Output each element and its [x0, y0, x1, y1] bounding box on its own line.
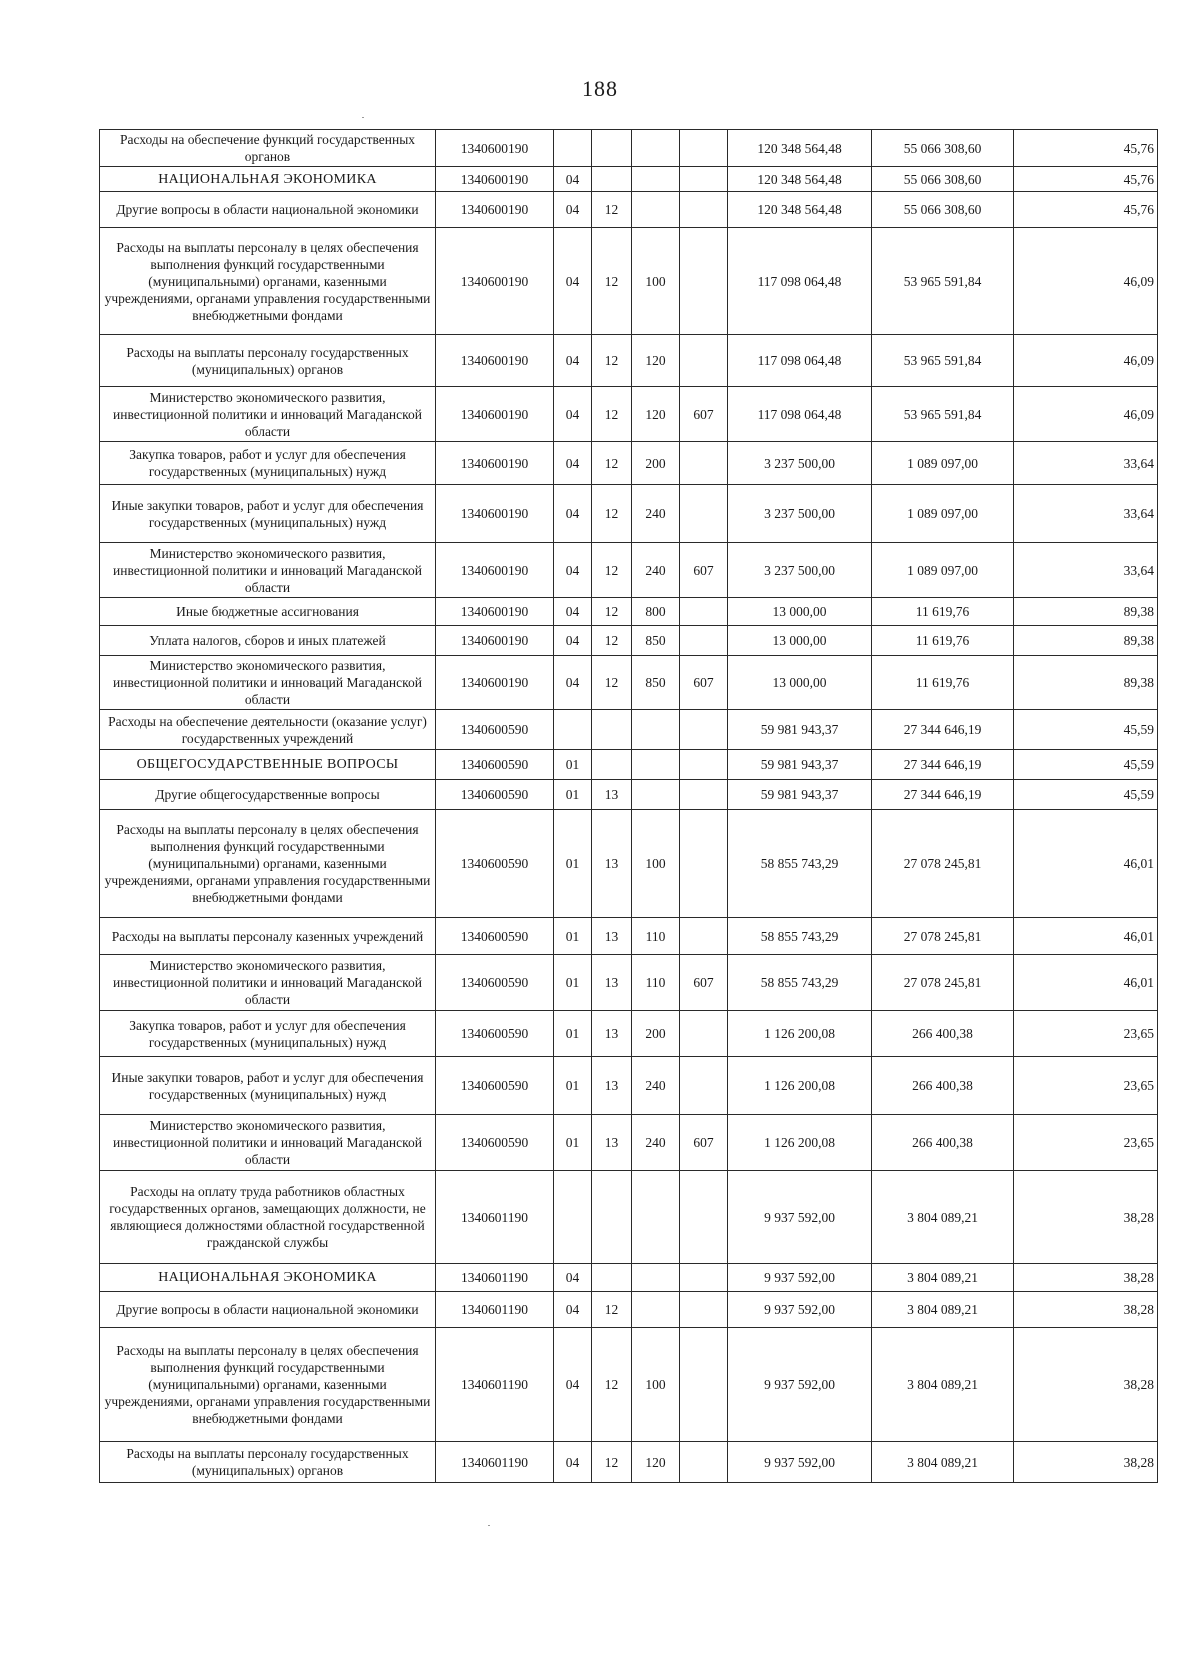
table-row — [100, 1328, 1158, 1442]
executed-amount: 11 619,76 — [872, 626, 1014, 656]
expense-type-code: 120 — [632, 335, 680, 387]
grbs-code — [680, 810, 728, 918]
planned-amount: 59 981 943,37 — [728, 710, 872, 750]
subsection-code: 12 — [592, 1292, 632, 1328]
expense-type-code — [632, 710, 680, 750]
subsection-code: 13 — [592, 1115, 632, 1171]
execution-percent: 45,59 — [1014, 780, 1158, 810]
section-code — [554, 130, 592, 167]
target-code: 1340600190 — [436, 485, 554, 543]
table-row — [100, 626, 1158, 656]
section-code: 04 — [554, 543, 592, 598]
planned-amount: 9 937 592,00 — [728, 1292, 872, 1328]
table-row — [100, 656, 1158, 710]
execution-percent: 38,28 — [1014, 1442, 1158, 1483]
row-name: Расходы на обеспечение деятельности (оказание услуг) государственных учреждений — [100, 710, 436, 750]
target-code: 1340600590 — [436, 1011, 554, 1057]
row-name: НАЦИОНАЛЬНАЯ ЭКОНОМИКА — [100, 167, 436, 192]
grbs-code — [680, 1011, 728, 1057]
expense-type-code: 850 — [632, 656, 680, 710]
executed-amount: 266 400,38 — [872, 1057, 1014, 1115]
row-name: Министерство экономического развития, инвестиционной политики и инноваций Магаданской области — [100, 955, 436, 1011]
executed-amount: 3 804 089,21 — [872, 1328, 1014, 1442]
table-row — [100, 228, 1158, 335]
grbs-code: 607 — [680, 1115, 728, 1171]
target-code: 1340600590 — [436, 1057, 554, 1115]
executed-amount: 53 965 591,84 — [872, 228, 1014, 335]
row-name: Иные бюджетные ассигнования — [100, 598, 436, 626]
target-code: 1340601190 — [436, 1171, 554, 1264]
target-code: 1340601190 — [436, 1264, 554, 1292]
planned-amount: 3 237 500,00 — [728, 442, 872, 485]
expense-type-code: 100 — [632, 1328, 680, 1442]
section-code: 04 — [554, 1442, 592, 1483]
target-code: 1340600190 — [436, 130, 554, 167]
execution-percent: 45,59 — [1014, 750, 1158, 780]
subsection-code: 12 — [592, 543, 632, 598]
grbs-code: 607 — [680, 543, 728, 598]
section-code: 04 — [554, 1328, 592, 1442]
expense-type-code: 110 — [632, 918, 680, 955]
section-code: 01 — [554, 918, 592, 955]
section-code: 04 — [554, 167, 592, 192]
grbs-code — [680, 192, 728, 228]
expense-type-code — [632, 1292, 680, 1328]
execution-percent: 33,64 — [1014, 442, 1158, 485]
target-code: 1340600190 — [436, 387, 554, 442]
target-code: 1340600190 — [436, 335, 554, 387]
grbs-code — [680, 918, 728, 955]
grbs-code — [680, 1171, 728, 1264]
grbs-code — [680, 130, 728, 167]
planned-amount: 120 348 564,48 — [728, 130, 872, 167]
planned-amount: 59 981 943,37 — [728, 750, 872, 780]
execution-percent: 38,28 — [1014, 1264, 1158, 1292]
planned-amount: 1 126 200,08 — [728, 1011, 872, 1057]
execution-percent: 23,65 — [1014, 1115, 1158, 1171]
row-name: Расходы на выплаты персоналу в целях обеспечения выполнения функций государственными (муниципальными) органами, казенными учреждениями, органами управления государственными внебюджетными фондами — [100, 228, 436, 335]
row-name: ОБЩЕГОСУДАРСТВЕННЫЕ ВОПРОСЫ — [100, 750, 436, 780]
target-code: 1340600190 — [436, 543, 554, 598]
execution-percent: 46,01 — [1014, 810, 1158, 918]
table-row — [100, 485, 1158, 543]
executed-amount: 1 089 097,00 — [872, 442, 1014, 485]
executed-amount: 266 400,38 — [872, 1115, 1014, 1171]
expense-type-code: 120 — [632, 387, 680, 442]
section-code: 04 — [554, 442, 592, 485]
subsection-code — [592, 1264, 632, 1292]
execution-percent: 38,28 — [1014, 1171, 1158, 1264]
subsection-code: 13 — [592, 780, 632, 810]
grbs-code — [680, 485, 728, 543]
planned-amount: 3 237 500,00 — [728, 543, 872, 598]
table-row — [100, 1115, 1158, 1171]
subsection-code: 13 — [592, 918, 632, 955]
execution-percent: 46,01 — [1014, 918, 1158, 955]
subsection-code: 12 — [592, 1442, 632, 1483]
row-name: Расходы на выплаты персоналу государственных (муниципальных) органов — [100, 1442, 436, 1483]
table-row — [100, 598, 1158, 626]
row-name: Расходы на выплаты персоналу в целях обеспечения выполнения функций государственными (муниципальными) органами, казенными учреждениями, органами управления государственными внебюджетными фондами — [100, 810, 436, 918]
grbs-code — [680, 1057, 728, 1115]
target-code: 1340600190 — [436, 626, 554, 656]
table-row — [100, 1264, 1158, 1292]
planned-amount: 3 237 500,00 — [728, 485, 872, 543]
subsection-code — [592, 750, 632, 780]
execution-percent: 46,09 — [1014, 228, 1158, 335]
executed-amount: 55 066 308,60 — [872, 192, 1014, 228]
grbs-code — [680, 780, 728, 810]
executed-amount: 11 619,76 — [872, 656, 1014, 710]
row-name: Иные закупки товаров, работ и услуг для обеспечения государственных (муниципальных) нужд — [100, 1057, 436, 1115]
row-name: Министерство экономического развития, инвестиционной политики и инноваций Магаданской области — [100, 543, 436, 598]
section-code: 04 — [554, 387, 592, 442]
table-row — [100, 130, 1158, 167]
planned-amount: 13 000,00 — [728, 626, 872, 656]
grbs-code — [680, 626, 728, 656]
planned-amount: 58 855 743,29 — [728, 810, 872, 918]
target-code: 1340600590 — [436, 955, 554, 1011]
execution-percent: 33,64 — [1014, 543, 1158, 598]
grbs-code — [680, 598, 728, 626]
executed-amount: 53 965 591,84 — [872, 387, 1014, 442]
table-row — [100, 955, 1158, 1011]
row-name: Иные закупки товаров, работ и услуг для обеспечения государственных (муниципальных) нужд — [100, 485, 436, 543]
table-row — [100, 192, 1158, 228]
section-code: 01 — [554, 1115, 592, 1171]
page-number: 188 — [582, 76, 618, 101]
section-code — [554, 710, 592, 750]
planned-amount: 13 000,00 — [728, 656, 872, 710]
table-row — [100, 387, 1158, 442]
grbs-code — [680, 1442, 728, 1483]
section-code: 01 — [554, 1011, 592, 1057]
planned-amount: 120 348 564,48 — [728, 192, 872, 228]
expense-type-code: 110 — [632, 955, 680, 1011]
subsection-code — [592, 130, 632, 167]
executed-amount: 27 078 245,81 — [872, 918, 1014, 955]
planned-amount: 117 098 064,48 — [728, 335, 872, 387]
table-row — [100, 167, 1158, 192]
target-code: 1340600190 — [436, 656, 554, 710]
expense-type-code — [632, 192, 680, 228]
section-code: 04 — [554, 656, 592, 710]
expense-type-code: 100 — [632, 228, 680, 335]
scan-speck — [362, 117, 364, 118]
budget-execution-table — [99, 129, 1158, 1483]
subsection-code: 12 — [592, 656, 632, 710]
executed-amount: 27 344 646,19 — [872, 710, 1014, 750]
expense-type-code — [632, 1264, 680, 1292]
expense-type-code: 240 — [632, 543, 680, 598]
expense-type-code — [632, 1171, 680, 1264]
row-name: НАЦИОНАЛЬНАЯ ЭКОНОМИКА — [100, 1264, 436, 1292]
section-code: 04 — [554, 598, 592, 626]
planned-amount: 9 937 592,00 — [728, 1264, 872, 1292]
planned-amount: 1 126 200,08 — [728, 1115, 872, 1171]
subsection-code: 13 — [592, 1057, 632, 1115]
planned-amount: 9 937 592,00 — [728, 1171, 872, 1264]
planned-amount: 58 855 743,29 — [728, 955, 872, 1011]
row-name: Другие общегосударственные вопросы — [100, 780, 436, 810]
expense-type-code: 240 — [632, 1057, 680, 1115]
section-code: 04 — [554, 228, 592, 335]
target-code: 1340600590 — [436, 780, 554, 810]
row-name: Министерство экономического развития, инвестиционной политики и инноваций Магаданской области — [100, 1115, 436, 1171]
table-row — [100, 1171, 1158, 1264]
target-code: 1340601190 — [436, 1292, 554, 1328]
grbs-code: 607 — [680, 656, 728, 710]
section-code: 04 — [554, 335, 592, 387]
executed-amount: 55 066 308,60 — [872, 130, 1014, 167]
execution-percent: 46,01 — [1014, 955, 1158, 1011]
row-name: Закупка товаров, работ и услуг для обеспечения государственных (муниципальных) нужд — [100, 1011, 436, 1057]
executed-amount: 27 078 245,81 — [872, 810, 1014, 918]
execution-percent: 23,65 — [1014, 1057, 1158, 1115]
section-code: 04 — [554, 626, 592, 656]
section-code: 04 — [554, 1292, 592, 1328]
target-code: 1340600190 — [436, 228, 554, 335]
expense-type-code: 200 — [632, 1011, 680, 1057]
expense-type-code: 240 — [632, 1115, 680, 1171]
row-name: Уплата налогов, сборов и иных платежей — [100, 626, 436, 656]
executed-amount: 55 066 308,60 — [872, 167, 1014, 192]
grbs-code — [680, 750, 728, 780]
row-name: Расходы на обеспечение функций государственных органов — [100, 130, 436, 167]
section-code: 01 — [554, 1057, 592, 1115]
grbs-code — [680, 1264, 728, 1292]
subsection-code: 12 — [592, 335, 632, 387]
executed-amount: 27 344 646,19 — [872, 780, 1014, 810]
table-row — [100, 810, 1158, 918]
execution-percent: 89,38 — [1014, 598, 1158, 626]
section-code: 04 — [554, 485, 592, 543]
execution-percent: 45,59 — [1014, 710, 1158, 750]
section-code: 01 — [554, 810, 592, 918]
execution-percent: 38,28 — [1014, 1292, 1158, 1328]
target-code: 1340600590 — [436, 710, 554, 750]
table-row — [100, 710, 1158, 750]
subsection-code — [592, 1171, 632, 1264]
section-code: 04 — [554, 1264, 592, 1292]
planned-amount: 59 981 943,37 — [728, 780, 872, 810]
planned-amount: 1 126 200,08 — [728, 1057, 872, 1115]
executed-amount: 11 619,76 — [872, 598, 1014, 626]
expense-type-code: 800 — [632, 598, 680, 626]
table-row — [100, 1057, 1158, 1115]
table-row — [100, 918, 1158, 955]
section-code: 01 — [554, 780, 592, 810]
expense-type-code — [632, 780, 680, 810]
executed-amount: 3 804 089,21 — [872, 1171, 1014, 1264]
row-name: Расходы на выплаты персоналу казенных учреждений — [100, 918, 436, 955]
subsection-code — [592, 167, 632, 192]
grbs-code — [680, 228, 728, 335]
executed-amount: 1 089 097,00 — [872, 485, 1014, 543]
target-code: 1340600190 — [436, 192, 554, 228]
subsection-code: 12 — [592, 442, 632, 485]
grbs-code: 607 — [680, 955, 728, 1011]
executed-amount: 266 400,38 — [872, 1011, 1014, 1057]
execution-percent: 38,28 — [1014, 1328, 1158, 1442]
grbs-code: 607 — [680, 387, 728, 442]
target-code: 1340600190 — [436, 442, 554, 485]
target-code: 1340601190 — [436, 1442, 554, 1483]
execution-percent: 23,65 — [1014, 1011, 1158, 1057]
planned-amount: 9 937 592,00 — [728, 1442, 872, 1483]
target-code: 1340600590 — [436, 810, 554, 918]
planned-amount: 9 937 592,00 — [728, 1328, 872, 1442]
subsection-code: 12 — [592, 192, 632, 228]
row-name: Расходы на выплаты персоналу государственных (муниципальных) органов — [100, 335, 436, 387]
executed-amount: 27 078 245,81 — [872, 955, 1014, 1011]
expense-type-code: 100 — [632, 810, 680, 918]
section-code: 04 — [554, 192, 592, 228]
row-name: Другие вопросы в области национальной экономики — [100, 192, 436, 228]
expense-type-code — [632, 130, 680, 167]
executed-amount: 53 965 591,84 — [872, 335, 1014, 387]
scan-speck — [488, 1525, 490, 1526]
table-row — [100, 1292, 1158, 1328]
target-code: 1340600590 — [436, 1115, 554, 1171]
row-name: Другие вопросы в области национальной экономики — [100, 1292, 436, 1328]
expense-type-code: 240 — [632, 485, 680, 543]
target-code: 1340600190 — [436, 598, 554, 626]
expense-type-code — [632, 750, 680, 780]
subsection-code: 13 — [592, 1011, 632, 1057]
row-name: Закупка товаров, работ и услуг для обеспечения государственных (муниципальных) нужд — [100, 442, 436, 485]
planned-amount: 117 098 064,48 — [728, 228, 872, 335]
grbs-code — [680, 442, 728, 485]
execution-percent: 89,38 — [1014, 656, 1158, 710]
executed-amount: 3 804 089,21 — [872, 1442, 1014, 1483]
target-code: 1340600190 — [436, 167, 554, 192]
execution-percent: 46,09 — [1014, 335, 1158, 387]
execution-percent: 46,09 — [1014, 387, 1158, 442]
target-code: 1340601190 — [436, 1328, 554, 1442]
row-name: Расходы на выплаты персоналу в целях обеспечения выполнения функций государственными (муниципальными) органами, казенными учреждениями, органами управления государственными внебюджетными фондами — [100, 1328, 436, 1442]
grbs-code — [680, 335, 728, 387]
grbs-code — [680, 1328, 728, 1442]
executed-amount: 27 344 646,19 — [872, 750, 1014, 780]
execution-percent: 45,76 — [1014, 130, 1158, 167]
expense-type-code: 200 — [632, 442, 680, 485]
planned-amount: 117 098 064,48 — [728, 387, 872, 442]
grbs-code — [680, 167, 728, 192]
planned-amount: 13 000,00 — [728, 598, 872, 626]
subsection-code: 12 — [592, 387, 632, 442]
expense-type-code — [632, 167, 680, 192]
subsection-code: 13 — [592, 955, 632, 1011]
subsection-code: 12 — [592, 626, 632, 656]
expense-type-code: 120 — [632, 1442, 680, 1483]
row-name: Расходы на оплату труда работников областных государственных органов, замещающих должности, не являющиеся должностями областной государственной гражданской службы — [100, 1171, 436, 1264]
executed-amount: 1 089 097,00 — [872, 543, 1014, 598]
execution-percent: 89,38 — [1014, 626, 1158, 656]
subsection-code — [592, 710, 632, 750]
executed-amount: 3 804 089,21 — [872, 1292, 1014, 1328]
table-row — [100, 780, 1158, 810]
section-code: 01 — [554, 750, 592, 780]
subsection-code: 12 — [592, 598, 632, 626]
row-name: Министерство экономического развития, инвестиционной политики и инноваций Магаданской области — [100, 387, 436, 442]
section-code: 01 — [554, 955, 592, 1011]
subsection-code: 12 — [592, 1328, 632, 1442]
target-code: 1340600590 — [436, 750, 554, 780]
planned-amount: 120 348 564,48 — [728, 167, 872, 192]
table-row — [100, 750, 1158, 780]
grbs-code — [680, 710, 728, 750]
execution-percent: 45,76 — [1014, 192, 1158, 228]
subsection-code: 12 — [592, 485, 632, 543]
table-row — [100, 442, 1158, 485]
execution-percent: 33,64 — [1014, 485, 1158, 543]
subsection-code: 12 — [592, 228, 632, 335]
table-row — [100, 543, 1158, 598]
execution-percent: 45,76 — [1014, 167, 1158, 192]
target-code: 1340600590 — [436, 918, 554, 955]
expense-type-code: 850 — [632, 626, 680, 656]
row-name: Министерство экономического развития, инвестиционной политики и инноваций Магаданской области — [100, 656, 436, 710]
section-code — [554, 1171, 592, 1264]
planned-amount: 58 855 743,29 — [728, 918, 872, 955]
executed-amount: 3 804 089,21 — [872, 1264, 1014, 1292]
table-row — [100, 1011, 1158, 1057]
table-row — [100, 335, 1158, 387]
table-row — [100, 1442, 1158, 1483]
subsection-code: 13 — [592, 810, 632, 918]
grbs-code — [680, 1292, 728, 1328]
